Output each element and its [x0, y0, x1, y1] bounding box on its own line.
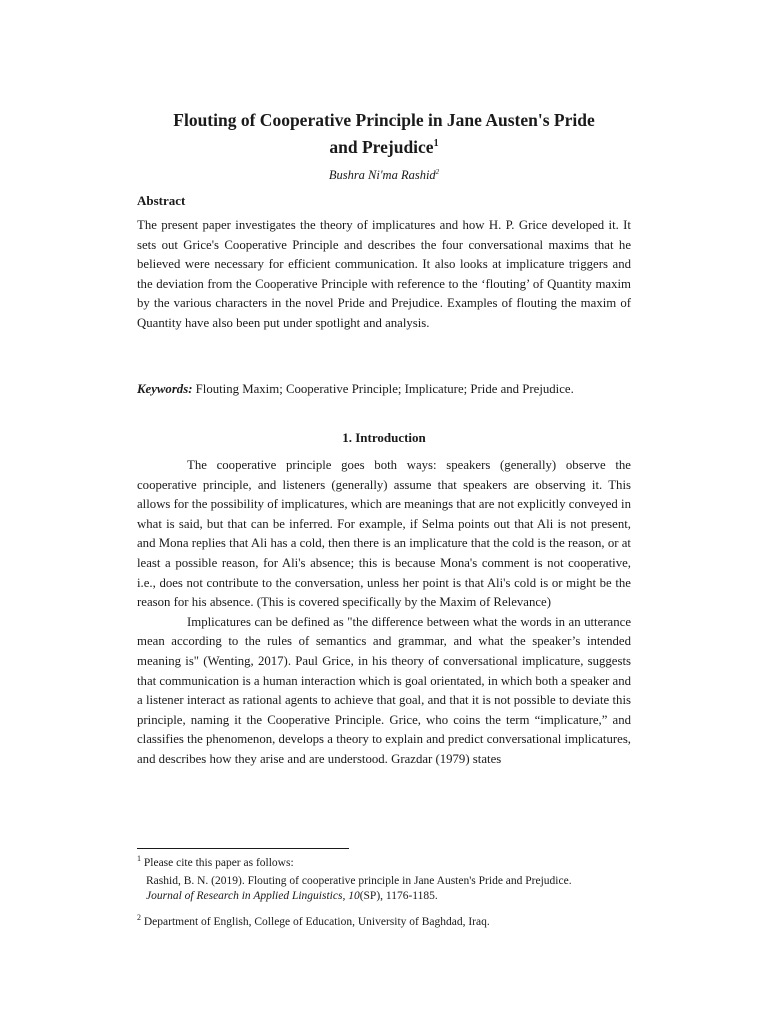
footnote-1 — [137, 851, 294, 871]
author-line — [120, 168, 648, 183]
paper-title — [120, 108, 648, 159]
footnote-1-citation — [146, 874, 646, 904]
footnote-2 — [137, 910, 490, 930]
keywords-line — [137, 382, 574, 397]
footnote-1-text: Please cite this paper as follows: — [141, 856, 294, 869]
title-footnote-marker: 1 — [433, 138, 439, 149]
introduction-body — [137, 456, 631, 770]
author-name: Bushra Ni'ma Rashid — [328, 168, 436, 183]
citation-pages: (SP), 1176-1185. — [359, 890, 438, 902]
introduction-paragraph-2: Implicatures can be defined as "the difference between what the words in an utterance mean according to the rules of semantics and grammar, and what the speaker’s intended meaning is" (Wenting, 2017). Paul Grice, in his theory of conversational implicature, suggests that communication is a human interaction which is goal orientated, in which both a speaker and a listener interact as rational agents to achieve that goal, and that it is not possible to deviate this principle, naming it the Cooperative Principle. Grice, who coins the term “implicature,” and classifies the phenomenon, develops a theory to explain and predict conversational implicatures, and describes how they arise and are understood. Grazdar (1979) states — [137, 614, 631, 766]
footnote-2-text: Department of English, College of Education, University of Baghdad, Iraq. — [141, 915, 490, 928]
abstract-text: The present paper investigates the theory of implicatures and how H. P. Grice developed it. It sets out Grice's Cooperative Principle and describes the four conversational maxims that he believed were necessary for efficient communication. It also looks at implicature triggers and the deviation from the Cooperative Principle with reference to the ‘flouting’ of Quantity maxim by the various characters in the novel Pride and Prejudice. Examples of flouting the maxim of Quantity have also been put under spotlight and analysis. — [137, 218, 631, 330]
introduction-heading: 1. Introduction — [342, 430, 426, 445]
citation-journal: Journal of Research in Applied Linguistics, 10 — [146, 890, 360, 902]
footnote-2-number: 2 — [137, 913, 141, 922]
footnote-divider — [137, 848, 349, 849]
title-line-2: and Prejudice — [329, 136, 434, 157]
introduction-paragraph-1: The cooperative principle goes both ways: speakers (generally) observe the cooperative principle, and listeners (generally) assume that speakers are observing it. This allows for the possibility of implicatures, which are meanings that are not explicitly conveyed in what is said, but that can be inferred. For example, if Selma points out that Ali is not present, and Mona replies that Ali has a cold, then there is an implicature that the cold is the reason, or at least a possible reason, for Ali's absence; this is because Mona's comment is not cooperative, i.e., does not contribute to the conversation, unless her point is that Ali's cold is or might be the reason for his absence. (This is covered specifically by the Maxim of Relevance) — [137, 458, 631, 610]
author-footnote-marker: 2 — [435, 168, 440, 176]
footnote-1-number: 1 — [137, 854, 141, 863]
keywords-text: Flouting Maxim; Cooperative Principle; Implicature; Pride and Prejudice. — [192, 382, 574, 396]
title-line-1: Flouting of Cooperative Principle in Jane Austen's Pride — [173, 110, 595, 130]
keywords-label: Keywords: — [137, 382, 193, 396]
citation-text: Rashid, B. N. (2019). Flouting of cooperative principle in Jane Austen's Pride and Prejudice. — [146, 875, 572, 887]
abstract-heading: Abstract — [137, 193, 186, 208]
